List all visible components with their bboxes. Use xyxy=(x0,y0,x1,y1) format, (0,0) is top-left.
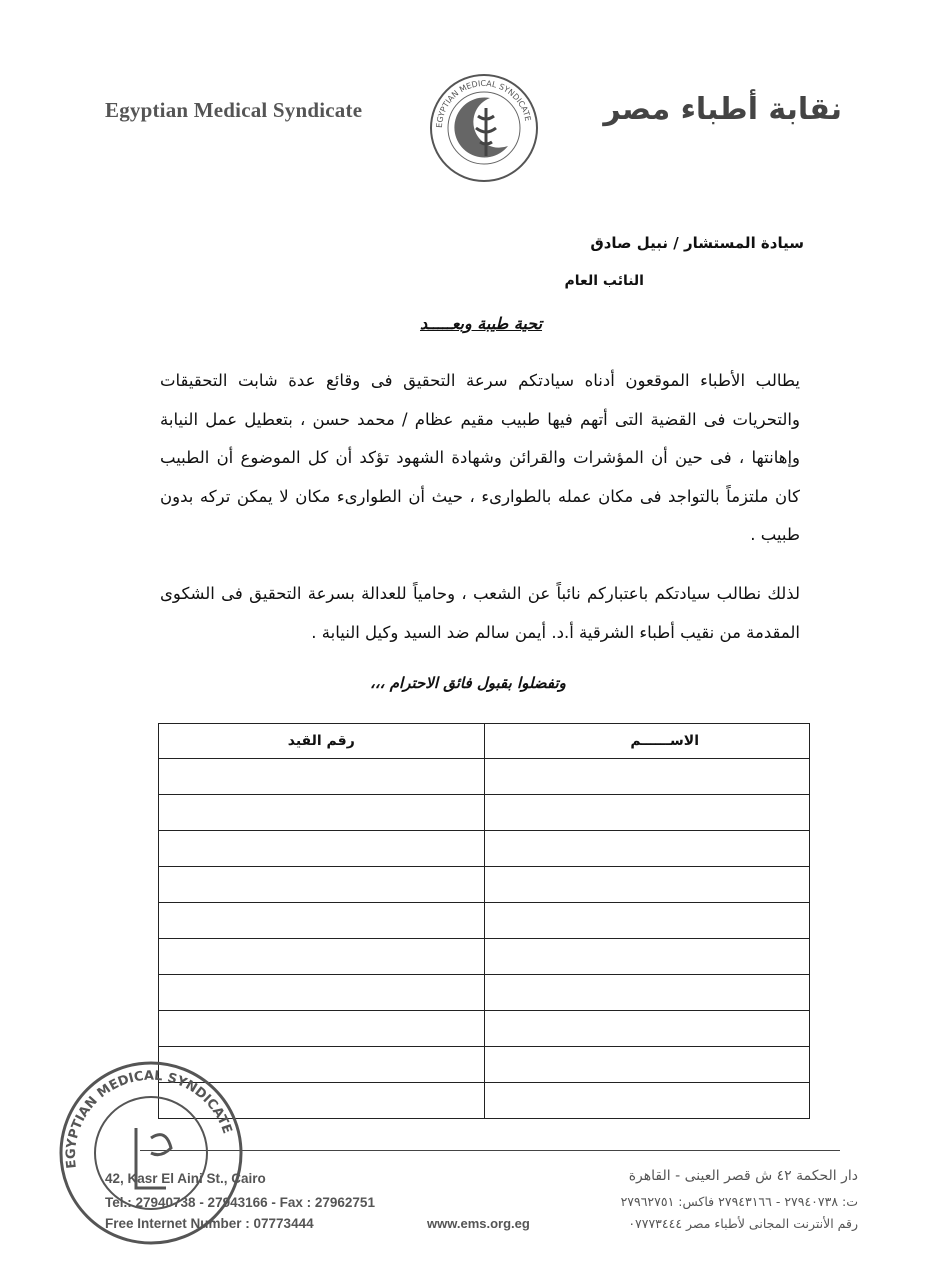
table-header-row xyxy=(159,724,810,759)
name-cell[interactable] xyxy=(484,831,810,867)
table-row xyxy=(159,831,810,867)
footer-phones-ar: ت: ٢٧٩٤٠٧٣٨ - ٢٧٩٤٣١٦٦ فاكس: ٢٧٩٦٢٧٥١ xyxy=(620,1194,858,1209)
name-cell[interactable] xyxy=(484,1047,810,1083)
registration-cell[interactable] xyxy=(159,867,485,903)
signature-table xyxy=(158,723,810,1119)
arabic-syndicate-name: نقابة أطباء مصر xyxy=(603,92,842,127)
registration-cell[interactable] xyxy=(159,1011,485,1047)
table-row xyxy=(159,867,810,903)
registration-cell[interactable] xyxy=(159,831,485,867)
syndicate-stamp xyxy=(56,1058,246,1248)
name-cell[interactable] xyxy=(484,1011,810,1047)
name-cell[interactable] xyxy=(484,867,810,903)
footer-website-link[interactable]: www.ems.org.eg xyxy=(427,1216,530,1231)
svg-text:EGYPTIAN MEDICAL SYNDICATE: EGYPTIAN MEDICAL SYNDICATE xyxy=(434,78,533,129)
registration-cell[interactable] xyxy=(159,975,485,1011)
paragraph-1: يطالب الأطباء الموقعون أدناه سيادتكم سرعة التحقيق فى وقائع عدة شابت التحقيقات والتحريات فى القضية التى أتهم فيها طبيب مقيم عظام / محمد حسن ، بتعطيل عمل النيابة وإهانتها ، فى حين أن المؤشرات والقرائن وشهادة الشهود تؤكد أن كل الموضوع أن الطبيب كان ملتزماً بالتواجد فى مكان عمله بالطوارىء ، حيث أن الطوارىء مكان لا يمكن تركه بدون طبيب . xyxy=(160,371,800,544)
name-cell[interactable] xyxy=(484,795,810,831)
table-row xyxy=(159,903,810,939)
column-header-registration-number: رقم القيد xyxy=(159,724,485,759)
name-cell[interactable] xyxy=(484,1083,810,1119)
name-cell[interactable] xyxy=(484,759,810,795)
name-cell[interactable] xyxy=(484,939,810,975)
table-row xyxy=(159,795,810,831)
paragraph-2: لذلك نطالب سيادتكم باعتباركم نائباً عن الشعب ، وحامياً للعدالة بسرعة التحقيق فى الشكوى المقدمة من نقيب أطباء الشرقية أ.د. أيمن سالم ضد السيد وكيل النيابة . xyxy=(160,584,800,642)
addressee-title: النائب العام xyxy=(564,273,644,289)
addressee-name: سيادة المستشار / نبيل صادق xyxy=(590,234,804,252)
closing-line: وتفضلوا بقبول فائق الاحترام ،،، xyxy=(370,674,566,692)
name-cell[interactable] xyxy=(484,975,810,1011)
registration-cell[interactable] xyxy=(159,795,485,831)
english-syndicate-name: Egyptian Medical Syndicate xyxy=(105,98,363,122)
registration-cell[interactable] xyxy=(159,939,485,975)
name-cell[interactable] xyxy=(484,903,810,939)
table-row xyxy=(159,975,810,1011)
table-row xyxy=(159,939,810,975)
footer-phones-en: Tel.: 27940738 - 27943166 - Fax : 27962751 xyxy=(105,1195,375,1210)
table-row xyxy=(159,1047,810,1083)
svg-text:EGYPTIAN MEDICAL SYNDICATE: EGYPTIAN MEDICAL SYNDICATE xyxy=(63,1068,235,1170)
footer-freeline-en: Free Internet Number : 07773444 xyxy=(105,1216,314,1231)
table-row xyxy=(159,1083,810,1119)
table-row xyxy=(159,759,810,795)
registration-cell[interactable] xyxy=(159,903,485,939)
greeting: تحية طيبة وبعـــــد xyxy=(420,314,543,333)
footer-address-ar: دار الحكمة ٤٢ ش قصر العينى - القاهرة xyxy=(628,1168,858,1184)
table-row xyxy=(159,1011,810,1047)
registration-cell[interactable] xyxy=(159,759,485,795)
footer-address-en: 42, Kasr El Aini St., Cairo xyxy=(105,1171,266,1186)
syndicate-logo xyxy=(428,72,540,184)
footer-freeline-ar: رقم الأنترنت المجانى لأطباء مصر ٠٧٧٧٣٤٤٤ xyxy=(628,1216,858,1231)
column-header-name: الاســــــم xyxy=(484,724,810,759)
